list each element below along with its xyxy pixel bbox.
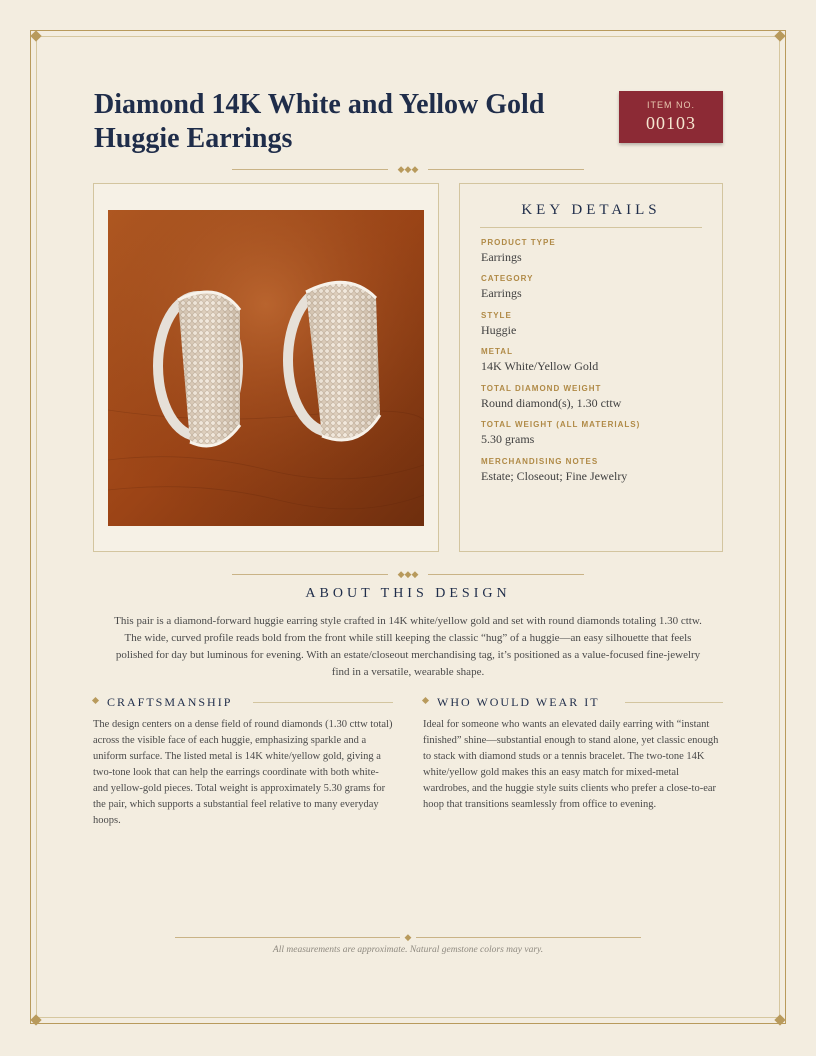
- who-would-wear-heading-text: WHO WOULD WEAR IT: [437, 695, 600, 709]
- detail-label: CATEGORY: [481, 274, 534, 283]
- detail-value: Earrings: [481, 286, 522, 300]
- detail-product-type: [481, 237, 711, 265]
- diamond-bullet-icon: [422, 697, 429, 704]
- detail-value: Estate; Closeout; Fine Jewelry: [481, 469, 628, 483]
- detail-metal: [481, 346, 711, 374]
- diamond-bullet-icon: [92, 697, 99, 704]
- detail-total-diamond-weight: [481, 383, 711, 411]
- key-details-heading: KEY DETAILS: [521, 202, 661, 218]
- who-would-wear-heading: [423, 695, 723, 709]
- craftsmanship-heading: [93, 695, 393, 709]
- craftsmanship-text: The design centers on a dense field of round diamonds (1.30 cttw total) across the visible face of each huggie, emphasizing sparkle and a uniform surface. The listed metal is 14K white/yellow gold, giving a two-tone look that can help the earrings coordinate with both white- and yellow-gold pieces. Total weight is approximately 5.30 grams for the pair, which supports a substantial feel relative to many everyday hoops.: [93, 719, 393, 826]
- detail-value: Earrings: [481, 250, 522, 264]
- detail-value: 5.30 grams: [481, 432, 535, 446]
- detail-total-weight: [481, 419, 711, 447]
- detail-merchandising-notes: [481, 456, 711, 484]
- detail-style: [481, 310, 711, 338]
- product-photo-frame: [93, 183, 439, 552]
- detail-label: STYLE: [481, 311, 512, 320]
- earrings-image: [108, 210, 424, 526]
- page-title: Diamond 14K White and Yellow Gold Huggie Earrings: [94, 89, 545, 154]
- craftsmanship-heading-text: CRAFTSMANSHIP: [107, 695, 233, 709]
- item-number-value: 00103: [646, 113, 696, 133]
- item-number-badge: [619, 91, 723, 143]
- footer-note: All measurements are approximate. Natural gemstone colors may vary.: [272, 945, 544, 955]
- diamond-ornament-icon: ◆◆◆: [397, 569, 419, 579]
- detail-label: METAL: [481, 347, 513, 356]
- detail-label: TOTAL WEIGHT (ALL MATERIALS): [481, 420, 641, 429]
- detail-label: TOTAL DIAMOND WEIGHT: [481, 384, 602, 393]
- item-number-label: ITEM NO.: [647, 100, 695, 110]
- detail-label: MERCHANDISING NOTES: [481, 457, 599, 466]
- detail-label: PRODUCT TYPE: [481, 238, 556, 247]
- diamond-ornament-icon: ◆◆◆: [397, 164, 419, 174]
- title-divider: [232, 164, 584, 174]
- key-details-rule: [480, 227, 702, 228]
- detail-category: [481, 273, 711, 301]
- about-heading: ABOUT THIS DESIGN: [305, 586, 511, 601]
- who-would-wear-text: Ideal for someone who wants an elevated daily earring with “instant finished” shine—substantial enough to stand alone, yet classic enough to stack with diamond studs or a tennis bracelet. The two-tone 14K white/yellow gold makes this an easy match for mixed-metal wardrobes, and the huggie style suits clients who prefer a close-to-ear hoop that transitions seamlessly from office to evening.: [423, 719, 719, 810]
- detail-value: 14K White/Yellow Gold: [481, 359, 599, 373]
- footer-divider: [175, 932, 641, 942]
- detail-value: Round diamond(s), 1.30 cttw: [481, 396, 622, 410]
- product-photo: [108, 210, 424, 526]
- about-text: This pair is a diamond-forward huggie earring style crafted in 14K white/yellow gold and set with round diamonds totaling 1.30 cttw. The wide, curved profile reads bold from the front while still keeping the classic “hug” of a huggie—an easy silhouette that feels polished for day but luminous for evening. With an estate/closeout merchandising tag, it’s positioned as a value-focused fine-jewelry find in a versatile, wearable shape.: [114, 615, 702, 678]
- about-divider: [232, 569, 584, 579]
- diamond-ornament-icon: ◆: [404, 932, 412, 942]
- detail-value: Huggie: [481, 323, 517, 337]
- key-details-panel: [459, 183, 723, 552]
